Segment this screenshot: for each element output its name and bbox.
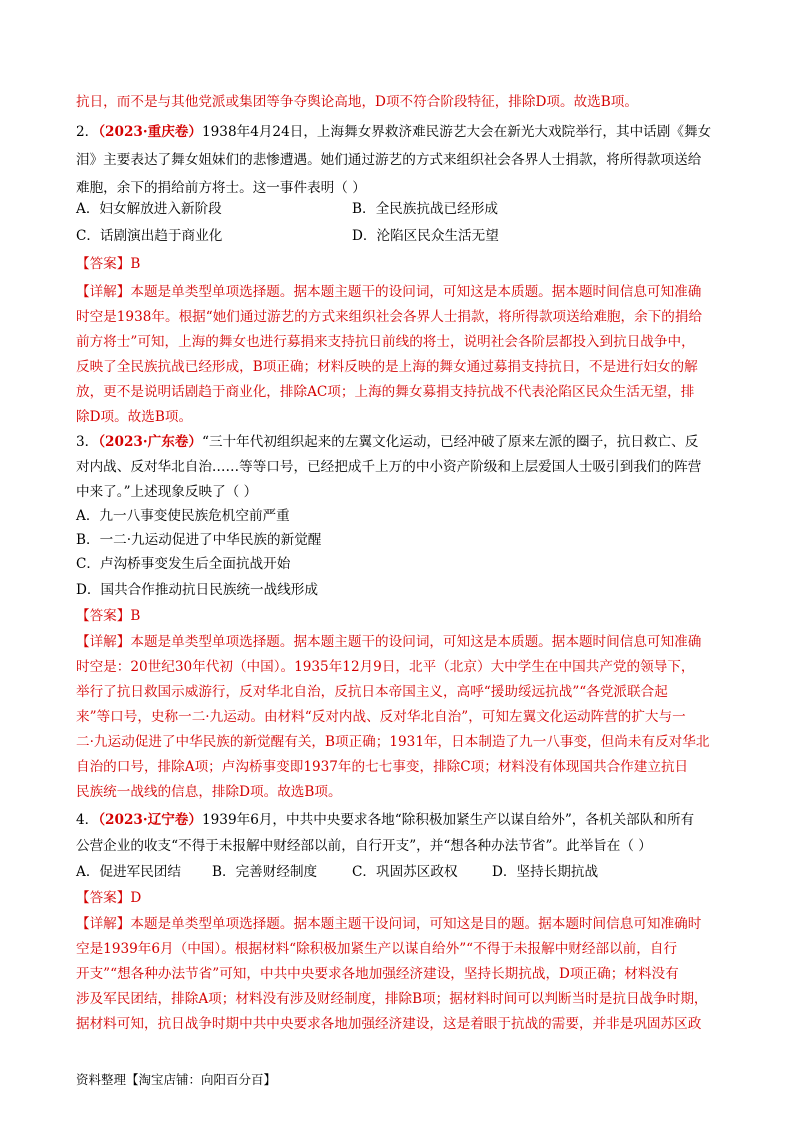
question-4-analysis-line-1: 【详解】本题是单类型单项选择题。据本题主题干设问词，可知这是目的题。据本题时间信息可知准确时 — [76, 916, 702, 932]
question-source: （2023·辽宁卷） — [98, 812, 202, 828]
stem-text: 1939年6月，中共中央要求各地“除积极加紧生产以谋自给外”，各机关部队和所有 — [202, 812, 695, 828]
stem-text: 1938年4月24日，上海舞女界救济难民游艺大会在新光大戏院举行，其中话剧《舞女 — [202, 124, 712, 140]
question-2-analysis-line-4: 反映了全民族抗战已经形成，B项正确；材料反映的是上海的舞女通过募捐支持抗日，不是进行妇女的解 — [76, 359, 698, 375]
question-3-analysis-line-6: 自治的口号，排除A项；卢沟桥事变即1937年的七七事变，排除C项；材料没有体现国共合作建立抗日 — [76, 759, 689, 775]
question-4-option-a: A．促进军民团结 — [76, 864, 181, 880]
question-2-analysis-line-3: 前方将士”可知，上海的舞女也进行募捐来支持抗日前线的将士，说明社会各阶层都投入到抗日战争中， — [76, 334, 695, 350]
question-3-analysis-line-1: 【详解】本题是单类型单项选择题。据本题主题干的设问词，可知这是本质题。据本题时间信息可知准确 — [76, 634, 702, 650]
page-footer: 资料整理【淘宝店铺：向阳百分百】 — [76, 1072, 277, 1087]
question-4-analysis-line-4: 涉及军民团结，排除A项；材料没有涉及财经制度，排除B项；据材料时间可以判断当时是抗日战争时期， — [76, 991, 708, 1007]
question-3-analysis-line-2: 时空是：20世纪30年代初（中国）。1935年12月9日，北平（北京）大中学生在中国共产党的领导下， — [76, 659, 695, 675]
question-2-option-b: B．全民族抗战已经形成 — [352, 201, 498, 217]
question-3-option-b: B．一二·九运动促进了中华民族的新觉醒 — [76, 532, 322, 548]
question-2-option-c: C．话剧演出趋于商业化 — [76, 228, 223, 244]
question-2-analysis-line-5: 放，更不是说明话剧趋于商业化，排除AC项；上海的舞女募捐支持抗战不代表沦陷区民众生活无望，排 — [76, 384, 695, 400]
question-2-stem-line-1 — [76, 120, 736, 144]
question-4-answer: 【答案】D — [76, 890, 142, 906]
question-2-stem-line-3: 难胞，余下的捐给前方将士。这一事件表明（ ） — [76, 180, 366, 196]
question-4-analysis-line-2: 空是1939年6月（中国）。根据材料“除积极加紧生产以谋自给外”“不得于未报解中财经部以前，自行 — [76, 941, 678, 957]
question-number: 4． — [76, 812, 99, 828]
question-2-option-a: A．妇女解放进入新阶段 — [76, 201, 222, 217]
question-3-stem-line-3: 中来了。”上述现象反映了（ ） — [76, 484, 258, 500]
question-4-analysis-line-3: 开支”“想各种办法节省”可知，中共中央要求各地加强经济建设，坚持长期抗战，D项正确；材料没有 — [76, 966, 679, 982]
question-4-option-d: D．坚持长期抗战 — [492, 864, 599, 880]
question-3-analysis-line-7: 民族统一战线的信息，排除D项。故选B项。 — [76, 784, 342, 800]
question-3-stem-line-1 — [76, 430, 736, 454]
question-3-option-a: A．九一八事变使民族危机空前严重 — [76, 508, 290, 524]
question-4-option-b: B．完善财经制度 — [212, 864, 318, 880]
question-4-stem-line-2: 公营企业的收支“不得于未报解中财经部以前，自行开支”，并“想各种办法节省”。此举旨在（ ） — [76, 838, 652, 854]
question-2-stem-line-2: 泪》主要表达了舞女姐妹们的悲惨遭遇。她们通过游艺的方式来组织社会各界人士捐款，将所得款项送给 — [76, 152, 702, 168]
question-4-stem-line-1 — [76, 808, 736, 832]
question-3-stem-line-2: 对内战、反对华北自治……等等口号，已经把成千上万的中小资产阶级和上层爱国人士吸引到我们的阵营 — [76, 459, 702, 475]
question-2-analysis-line-6: 除D项。故选B项。 — [76, 409, 193, 425]
question-3-analysis-line-3: 举行了抗日救国示威游行，反对华北自治，反抗日本帝国主义，高呼“援助绥远抗战”“各党派联合起 — [76, 684, 668, 700]
question-2-answer: 【答案】B — [76, 256, 141, 272]
question-3-analysis-line-5: 二·九运动促进了中华民族的新觉醒有关，B项正确；1931年，日本制造了九一八事变，但尚未有反对华北 — [76, 734, 710, 750]
question-number: 3． — [76, 434, 99, 450]
question-2-option-d: D．沦陷区民众生活无望 — [352, 228, 499, 244]
question-4-analysis-line-5: 据材料可知，抗日战争时期中共中央要求各地加强经济建设，这是着眼于抗战的需要，并非是巩固苏区政 — [76, 1016, 702, 1032]
question-3-option-d: D．国共合作推动抗日民族统一战线形成 — [76, 582, 318, 598]
stem-text: “三十年代初组织起来的左翼文化运动，已经冲破了原来左派的圈子，抗日救亡、反 — [202, 434, 699, 450]
question-number: 2． — [76, 124, 99, 140]
question-3-option-c: C．卢沟桥事变发生后全面抗战开始 — [76, 556, 291, 572]
question-source: （2023·广东卷） — [98, 434, 202, 450]
continued-analysis-line: 抗日，而不是与其他党派或集团等争夺舆论高地，D项不符合阶段特征，排除D项。故选B项。 — [76, 94, 638, 110]
question-3-answer: 【答案】B — [76, 608, 141, 624]
question-2-analysis-line-1: 【详解】本题是单类型单项选择题。据本题主题干的设问词，可知这是本质题。据本题时间信息可知准确 — [76, 284, 702, 300]
question-3-analysis-line-4: 来”等口号，史称一二·九运动。由材料“反对内战、反对华北自治”，可知左翼文化运动阵营的扩大与一 — [76, 709, 686, 725]
question-4-option-c: C．巩固苏区政权 — [352, 864, 458, 880]
question-2-analysis-line-2: 时空是1938年。根据“她们通过游艺的方式来组织社会各界人士捐款，将所得款项送给难胞，余下的捐给 — [76, 309, 703, 325]
question-source: （2023·重庆卷） — [98, 124, 202, 140]
